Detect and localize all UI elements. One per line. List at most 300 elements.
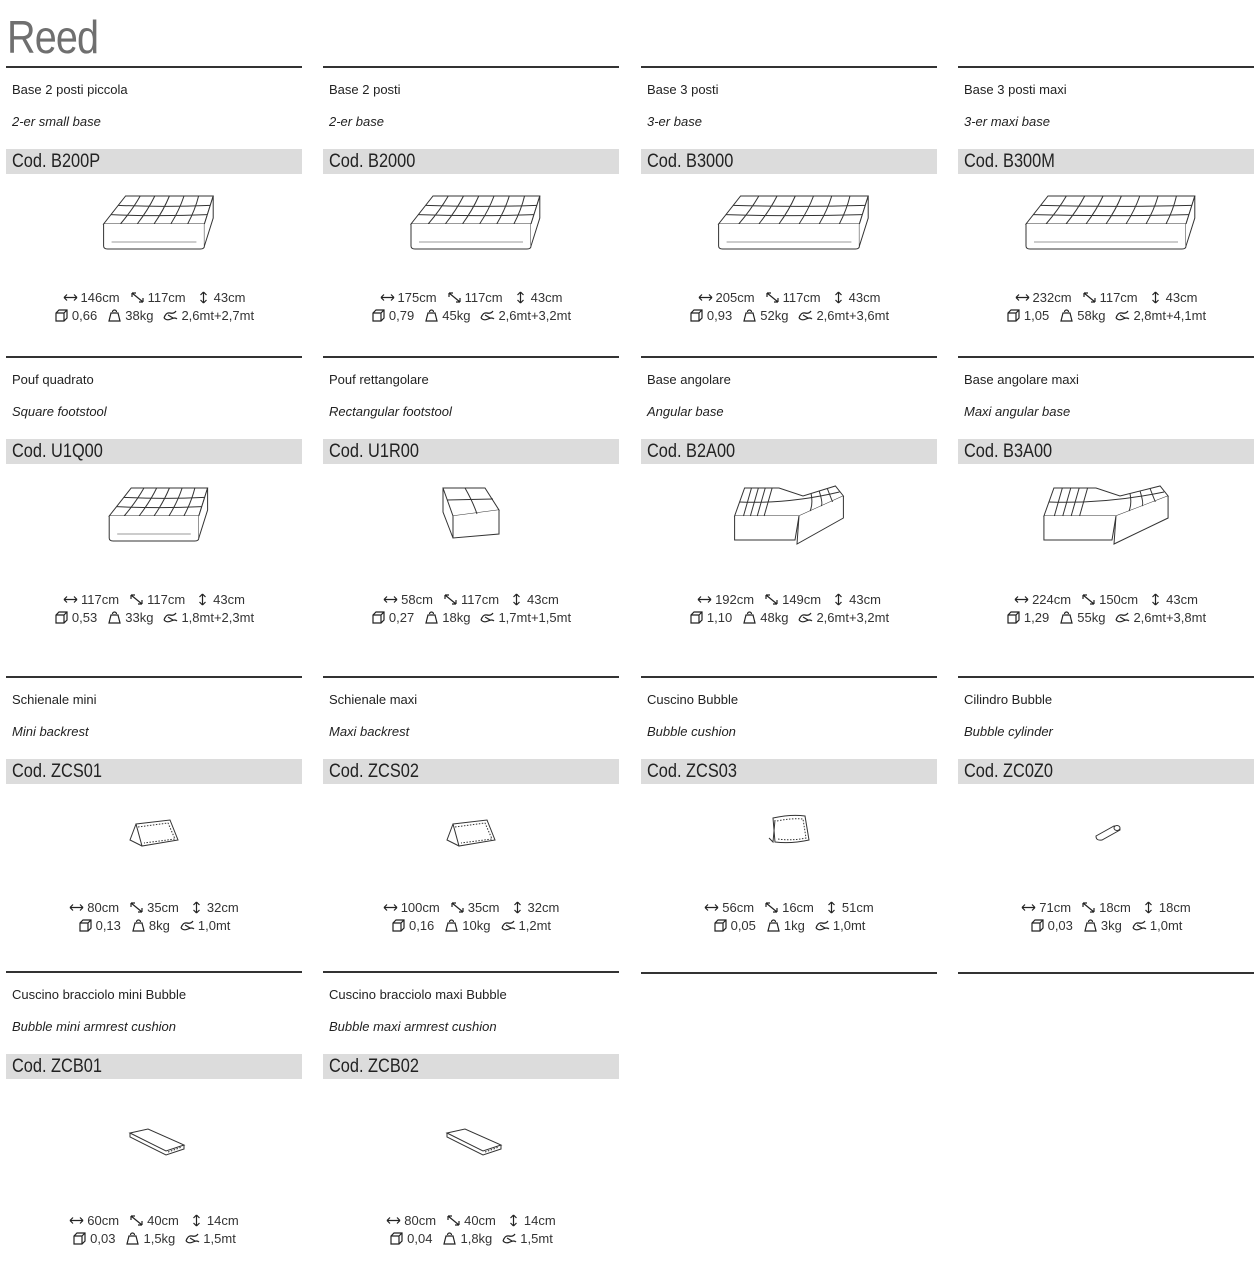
volume-icon bbox=[54, 309, 69, 322]
height-icon bbox=[824, 901, 839, 914]
volume-icon bbox=[54, 611, 69, 624]
product-card bbox=[6, 66, 302, 356]
backrest-drawing bbox=[381, 790, 561, 890]
product-name-it: Schienale mini bbox=[12, 692, 97, 707]
width-value: 232cm bbox=[1032, 289, 1072, 305]
details-row bbox=[958, 916, 1254, 934]
product-illustration bbox=[323, 176, 619, 276]
fabric-icon bbox=[798, 309, 813, 322]
depth-value: 117cm bbox=[460, 591, 500, 607]
width-spec bbox=[1015, 290, 1072, 305]
volume-value: 0,13 bbox=[95, 917, 121, 933]
volume-spec bbox=[54, 308, 97, 323]
weight-icon bbox=[424, 309, 439, 322]
volume-spec bbox=[713, 918, 756, 933]
weight-value: 58kg bbox=[1077, 307, 1106, 323]
volume-spec bbox=[689, 308, 732, 323]
code-bar bbox=[641, 759, 937, 784]
dimensions-row bbox=[958, 590, 1254, 608]
weight-spec bbox=[742, 308, 788, 323]
product-code: Cod. ZCB02 bbox=[329, 1056, 419, 1077]
product-specs bbox=[6, 590, 302, 626]
depth-icon bbox=[764, 901, 779, 914]
fabric-spec bbox=[798, 610, 889, 625]
weight-icon bbox=[742, 611, 757, 624]
width-value: 175cm bbox=[397, 289, 437, 305]
product-illustration bbox=[323, 468, 619, 568]
product-name-it: Pouf quadrato bbox=[12, 372, 94, 387]
product-name-it: Base 2 posti piccola bbox=[12, 82, 128, 97]
product-code: Cod. B300M bbox=[964, 151, 1055, 172]
dimensions-row bbox=[323, 1211, 619, 1229]
height-value: 43cm bbox=[1165, 289, 1198, 305]
depth-icon bbox=[129, 901, 144, 914]
weight-value: 18kg bbox=[442, 609, 471, 625]
volume-value: 1,05 bbox=[1023, 307, 1050, 323]
width-spec bbox=[63, 290, 120, 305]
width-icon bbox=[1014, 593, 1029, 606]
weight-icon bbox=[125, 1232, 140, 1245]
dimensions-row bbox=[958, 898, 1254, 916]
product-card bbox=[323, 66, 619, 356]
fabric-value: 2,6mt+3,2mt bbox=[498, 307, 572, 323]
depth-value: 117cm bbox=[464, 289, 503, 305]
width-value: 224cm bbox=[1032, 591, 1072, 607]
volume-spec bbox=[1006, 610, 1049, 625]
height-spec bbox=[506, 1213, 556, 1228]
depth-spec bbox=[764, 592, 821, 607]
fabric-icon bbox=[185, 1232, 200, 1245]
weight-spec bbox=[107, 610, 153, 625]
fabric-icon bbox=[1115, 309, 1130, 322]
base-drawing bbox=[699, 176, 879, 276]
product-card bbox=[323, 971, 619, 1261]
product-name-en: Mini backrest bbox=[12, 724, 89, 739]
weight-spec bbox=[125, 1231, 175, 1246]
depth-icon bbox=[446, 1214, 461, 1227]
weight-value: 1,5kg bbox=[143, 1230, 176, 1246]
depth-spec bbox=[129, 592, 185, 607]
height-spec bbox=[189, 900, 239, 915]
product-illustration bbox=[323, 1099, 619, 1199]
details-row bbox=[323, 306, 619, 324]
corner-drawing bbox=[1016, 468, 1196, 568]
width-icon bbox=[386, 1214, 401, 1227]
product-name-it: Base angolare maxi bbox=[964, 372, 1079, 387]
weight-spec bbox=[424, 308, 470, 323]
weight-value: 55kg bbox=[1077, 609, 1106, 625]
fabric-spec bbox=[502, 1231, 553, 1246]
dimensions-row bbox=[323, 898, 619, 916]
width-value: 192cm bbox=[715, 591, 755, 607]
volume-icon bbox=[371, 611, 386, 624]
width-value: 100cm bbox=[400, 899, 440, 915]
width-spec bbox=[69, 1213, 119, 1228]
height-icon bbox=[1141, 901, 1156, 914]
details-row bbox=[6, 306, 302, 324]
product-name-en: Bubble mini armrest cushion bbox=[12, 1019, 177, 1034]
fabric-icon bbox=[798, 611, 813, 624]
dimensions-row bbox=[958, 288, 1254, 306]
width-value: 146cm bbox=[80, 289, 120, 305]
height-value: 43cm bbox=[213, 289, 246, 305]
product-name-en: Angular base bbox=[647, 404, 724, 419]
height-value: 43cm bbox=[213, 591, 245, 607]
details-row bbox=[6, 608, 302, 626]
fabric-spec bbox=[501, 918, 552, 933]
fabric-icon bbox=[1115, 611, 1130, 624]
fabric-icon bbox=[501, 919, 516, 932]
depth-value: 35cm bbox=[467, 899, 500, 915]
width-icon bbox=[383, 593, 398, 606]
weight-value: 3kg bbox=[1100, 917, 1122, 933]
weight-spec bbox=[1059, 308, 1105, 323]
volume-spec bbox=[1006, 308, 1049, 323]
depth-icon bbox=[1081, 593, 1096, 606]
product-illustration bbox=[958, 468, 1254, 568]
product-card bbox=[641, 66, 937, 356]
height-value: 18cm bbox=[1158, 899, 1191, 915]
depth-value: 150cm bbox=[1099, 591, 1139, 607]
width-icon bbox=[69, 901, 84, 914]
product-code: Cod. ZCS02 bbox=[329, 761, 419, 782]
volume-icon bbox=[689, 611, 704, 624]
code-bar bbox=[6, 149, 302, 174]
code-bar bbox=[323, 439, 619, 464]
width-spec bbox=[386, 1213, 436, 1228]
depth-icon bbox=[443, 593, 458, 606]
height-icon bbox=[509, 593, 524, 606]
fabric-value: 1,0mt bbox=[197, 917, 231, 933]
fabric-value: 2,6mt+3,8mt bbox=[1133, 609, 1207, 625]
depth-value: 40cm bbox=[464, 1212, 496, 1228]
volume-icon bbox=[1006, 309, 1021, 322]
fabric-icon bbox=[815, 919, 830, 932]
code-bar bbox=[958, 439, 1254, 464]
height-spec bbox=[196, 290, 246, 305]
width-spec bbox=[704, 900, 754, 915]
base-drawing bbox=[1016, 176, 1196, 276]
volume-icon bbox=[689, 309, 704, 322]
height-spec bbox=[195, 592, 245, 607]
product-specs bbox=[958, 898, 1254, 934]
fabric-icon bbox=[163, 611, 178, 624]
volume-value: 1,29 bbox=[1023, 609, 1050, 625]
depth-value: 117cm bbox=[782, 289, 821, 305]
fabric-value: 1,8mt+2,3mt bbox=[181, 609, 255, 625]
product-name-it: Base 3 posti maxi bbox=[964, 82, 1067, 97]
weight-icon bbox=[442, 1232, 457, 1245]
fabric-icon bbox=[1132, 919, 1147, 932]
product-name-en: 2-er small base bbox=[12, 114, 101, 129]
fabric-spec bbox=[815, 918, 866, 933]
height-value: 14cm bbox=[523, 1212, 556, 1228]
height-spec bbox=[513, 290, 563, 305]
depth-icon bbox=[130, 291, 145, 304]
fabric-spec bbox=[1115, 610, 1206, 625]
product-specs bbox=[958, 590, 1254, 626]
weight-spec bbox=[444, 918, 490, 933]
dimensions-row bbox=[323, 288, 619, 306]
product-illustration bbox=[641, 468, 937, 568]
width-spec bbox=[697, 592, 754, 607]
depth-icon bbox=[129, 1214, 144, 1227]
product-illustration bbox=[6, 468, 302, 568]
weight-value: 1,8kg bbox=[460, 1230, 493, 1246]
product-name-it: Cuscino bracciolo maxi Bubble bbox=[329, 987, 507, 1002]
height-icon bbox=[1148, 593, 1163, 606]
pouf-drawing bbox=[381, 468, 561, 568]
volume-icon bbox=[1030, 919, 1045, 932]
product-name-en: Bubble cylinder bbox=[964, 724, 1053, 739]
dimensions-row bbox=[641, 898, 937, 916]
height-spec bbox=[1141, 900, 1191, 915]
width-spec bbox=[69, 900, 119, 915]
volume-icon bbox=[78, 919, 93, 932]
volume-value: 0,53 bbox=[71, 609, 98, 625]
width-spec bbox=[1021, 900, 1071, 915]
height-spec bbox=[510, 900, 560, 915]
volume-value: 1,10 bbox=[706, 609, 733, 625]
weight-icon bbox=[131, 919, 146, 932]
cushion-drawing bbox=[699, 790, 879, 890]
product-card bbox=[323, 676, 619, 966]
empty-divider bbox=[641, 972, 937, 974]
volume-value: 0,27 bbox=[388, 609, 415, 625]
code-bar bbox=[958, 149, 1254, 174]
volume-icon bbox=[713, 919, 728, 932]
product-name-it: Schienale maxi bbox=[329, 692, 418, 707]
product-specs bbox=[323, 1211, 619, 1247]
weight-icon bbox=[1083, 919, 1098, 932]
depth-icon bbox=[129, 593, 144, 606]
armrest-drawing bbox=[64, 1099, 244, 1199]
volume-value: 0,03 bbox=[90, 1230, 116, 1246]
volume-value: 0,05 bbox=[730, 917, 756, 933]
code-bar bbox=[323, 149, 619, 174]
weight-spec bbox=[1059, 610, 1105, 625]
volume-value: 0,93 bbox=[706, 307, 733, 323]
weight-spec bbox=[442, 1231, 492, 1246]
fabric-spec bbox=[798, 308, 889, 323]
volume-spec bbox=[72, 1231, 115, 1246]
product-code: Cod. U1Q00 bbox=[12, 441, 103, 462]
width-icon bbox=[1021, 901, 1036, 914]
product-code: Cod. ZCS03 bbox=[647, 761, 737, 782]
product-name-en: Bubble cushion bbox=[647, 724, 736, 739]
fabric-icon bbox=[163, 309, 178, 322]
depth-icon bbox=[764, 593, 779, 606]
product-card bbox=[6, 676, 302, 966]
depth-value: 117cm bbox=[1099, 289, 1138, 305]
armrest-drawing bbox=[381, 1099, 561, 1199]
depth-spec bbox=[1081, 900, 1131, 915]
height-spec bbox=[831, 290, 881, 305]
product-code: Cod. B3A00 bbox=[964, 441, 1053, 462]
height-spec bbox=[189, 1213, 239, 1228]
depth-spec bbox=[764, 900, 814, 915]
details-row bbox=[958, 306, 1254, 324]
height-value: 32cm bbox=[206, 899, 239, 915]
product-card bbox=[958, 66, 1254, 356]
height-icon bbox=[195, 593, 210, 606]
details-row bbox=[6, 1229, 302, 1247]
fabric-value: 1,2mt bbox=[518, 917, 552, 933]
details-row bbox=[641, 916, 937, 934]
product-illustration bbox=[641, 790, 937, 890]
volume-icon bbox=[389, 1232, 404, 1245]
volume-value: 0,66 bbox=[71, 307, 98, 323]
volume-icon bbox=[391, 919, 406, 932]
weight-value: 52kg bbox=[760, 307, 789, 323]
base-drawing bbox=[381, 176, 561, 276]
code-bar bbox=[6, 759, 302, 784]
fabric-spec bbox=[163, 308, 254, 323]
weight-value: 48kg bbox=[760, 609, 789, 625]
base-drawing bbox=[64, 176, 244, 276]
weight-value: 8kg bbox=[148, 917, 170, 933]
weight-icon bbox=[766, 919, 781, 932]
fabric-spec bbox=[180, 918, 231, 933]
depth-icon bbox=[450, 901, 465, 914]
width-spec bbox=[380, 290, 437, 305]
width-value: 56cm bbox=[722, 899, 755, 915]
width-icon bbox=[63, 593, 78, 606]
volume-spec bbox=[54, 610, 97, 625]
volume-spec bbox=[1030, 918, 1073, 933]
dimensions-row bbox=[6, 288, 302, 306]
product-name-en: 3-er base bbox=[647, 114, 702, 129]
fabric-value: 2,6mt+3,6mt bbox=[816, 307, 890, 323]
width-icon bbox=[63, 291, 78, 304]
fabric-value: 2,6mt+2,7mt bbox=[181, 307, 255, 323]
height-value: 43cm bbox=[530, 289, 563, 305]
depth-spec bbox=[443, 592, 499, 607]
volume-value: 0,03 bbox=[1047, 917, 1073, 933]
details-row bbox=[323, 916, 619, 934]
weight-icon bbox=[444, 919, 459, 932]
dimensions-row bbox=[6, 1211, 302, 1229]
volume-spec bbox=[391, 918, 434, 933]
height-icon bbox=[510, 901, 525, 914]
product-specs bbox=[323, 898, 619, 934]
width-value: 71cm bbox=[1039, 899, 1072, 915]
width-spec bbox=[1014, 592, 1071, 607]
product-name-en: Rectangular footstool bbox=[329, 404, 452, 419]
volume-spec bbox=[371, 610, 414, 625]
details-row bbox=[641, 608, 937, 626]
product-card bbox=[958, 356, 1254, 646]
width-value: 205cm bbox=[715, 289, 755, 305]
product-specs bbox=[958, 288, 1254, 324]
volume-icon bbox=[1006, 611, 1021, 624]
depth-spec bbox=[129, 900, 179, 915]
product-name-en: Bubble maxi armrest cushion bbox=[329, 1019, 497, 1034]
fabric-value: 1,7mt+1,5mt bbox=[498, 609, 572, 625]
details-row bbox=[641, 306, 937, 324]
volume-value: 0,79 bbox=[388, 307, 415, 323]
product-name-it: Base 3 posti bbox=[647, 82, 719, 97]
fabric-value: 1,0mt bbox=[832, 917, 866, 933]
fabric-value: 2,8mt+4,1mt bbox=[1133, 307, 1207, 323]
height-spec bbox=[1148, 592, 1198, 607]
product-illustration bbox=[6, 176, 302, 276]
weight-icon bbox=[107, 309, 122, 322]
height-icon bbox=[1148, 291, 1163, 304]
volume-spec bbox=[371, 308, 414, 323]
weight-spec bbox=[766, 918, 805, 933]
product-card bbox=[323, 356, 619, 646]
fabric-value: 2,6mt+3,2mt bbox=[816, 609, 890, 625]
depth-value: 16cm bbox=[782, 899, 814, 915]
fabric-icon bbox=[502, 1232, 517, 1245]
height-value: 43cm bbox=[849, 591, 881, 607]
product-name-en: 2-er base bbox=[329, 114, 384, 129]
width-icon bbox=[380, 291, 395, 304]
dimensions-row bbox=[323, 590, 619, 608]
page-title: Reed bbox=[7, 11, 99, 63]
weight-value: 10kg bbox=[462, 917, 491, 933]
product-name-it: Cuscino Bubble bbox=[647, 692, 739, 707]
weight-spec bbox=[131, 918, 170, 933]
product-name-it: Cuscino bracciolo mini Bubble bbox=[12, 987, 187, 1002]
depth-value: 18cm bbox=[1099, 899, 1131, 915]
height-icon bbox=[196, 291, 211, 304]
height-icon bbox=[831, 291, 846, 304]
product-specs bbox=[641, 898, 937, 934]
height-spec bbox=[824, 900, 874, 915]
product-name-en: Square footstool bbox=[12, 404, 107, 419]
product-code: Cod. ZCS01 bbox=[12, 761, 102, 782]
product-name-en: 3-er maxi base bbox=[964, 114, 1050, 129]
depth-spec bbox=[1082, 290, 1138, 305]
depth-spec bbox=[130, 290, 186, 305]
empty-divider bbox=[958, 972, 1254, 974]
details-row bbox=[958, 608, 1254, 626]
dimensions-row bbox=[641, 288, 937, 306]
dimensions-row bbox=[6, 590, 302, 608]
product-name-en: Maxi backrest bbox=[329, 724, 410, 739]
width-spec bbox=[63, 592, 119, 607]
dimensions-row bbox=[6, 898, 302, 916]
height-spec bbox=[831, 592, 881, 607]
width-icon bbox=[383, 901, 398, 914]
weight-icon bbox=[107, 611, 122, 624]
product-name-it: Pouf rettangolare bbox=[329, 372, 429, 387]
volume-icon bbox=[72, 1232, 87, 1245]
product-code: Cod. ZC0Z0 bbox=[964, 761, 1053, 782]
fabric-icon bbox=[480, 309, 495, 322]
height-spec bbox=[1148, 290, 1198, 305]
depth-spec bbox=[765, 290, 821, 305]
product-illustration bbox=[6, 1099, 302, 1199]
product-card bbox=[641, 676, 937, 966]
height-icon bbox=[831, 593, 846, 606]
weight-spec bbox=[107, 308, 153, 323]
product-card bbox=[958, 676, 1254, 966]
code-bar bbox=[958, 759, 1254, 784]
base-drawing bbox=[64, 468, 244, 568]
fabric-spec bbox=[1115, 308, 1206, 323]
height-icon bbox=[189, 1214, 204, 1227]
product-specs bbox=[641, 288, 937, 324]
product-code: Cod. B2000 bbox=[329, 151, 416, 172]
width-icon bbox=[69, 1214, 84, 1227]
depth-spec bbox=[129, 1213, 179, 1228]
product-card bbox=[6, 356, 302, 646]
product-specs bbox=[323, 590, 619, 626]
code-bar bbox=[323, 1054, 619, 1079]
